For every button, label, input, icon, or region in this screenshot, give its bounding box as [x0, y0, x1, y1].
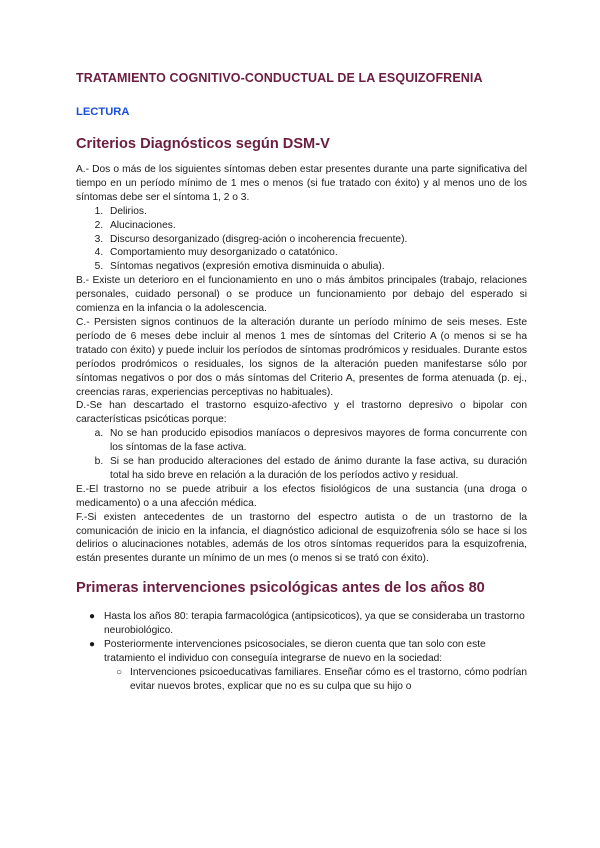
section-heading-criterios: Criterios Diagnósticos según DSM-V — [76, 136, 330, 152]
document-body — [76, 163, 527, 694]
list-item: 5. Síntomas negativos (expresión emotiva disminuida o abulia). — [106, 260, 527, 274]
criterion-b: B.- Existe un deterioro en el funcionamiento en uno o más ámbitos principales (trabajo, relaciones personales, cuidado personal) o se produce un funcionamiento por debajo del esperado si comienza en la infancia o la adolescencia. — [76, 275, 527, 315]
list-item: b. Si se han producido alteraciones del estado de ánimo durante la fase activa, su duración total ha sido breve en relación a la duración de los períodos activo y residual. — [106, 455, 527, 483]
list-item: a. No se han producido episodios maníacos o depresivos mayores de forma concurrente con los síntomas de la fase activa. — [106, 427, 527, 455]
sub-list-item — [116, 666, 527, 694]
document-title: TRATAMIENTO COGNITIVO-CONDUCTUAL DE LA ESQUIZOFRENIA — [76, 71, 483, 85]
list-item: 2. Alucinaciones. — [106, 219, 527, 233]
list-item: 1. Delirios. — [106, 205, 527, 219]
list-item — [89, 610, 527, 638]
criterion-f: F.-Si existen antecedentes de un trastorno del espectro autista o de un trastorno de la comunicación de inicio en la infancia, el diagnóstico adicional de esquizofrenia sólo se hace si los delirios o alucinaciones notables, además de los otros síntomas requeridos para la esquizofrenia, están presentes durante un mínimo de un mes (o menos si se trató con éxito). — [76, 511, 527, 565]
document-subtitle: LECTURA — [76, 106, 130, 118]
criterion-d-list — [76, 427, 527, 483]
interventions-list — [76, 610, 527, 693]
bullet-icon: ● — [89, 611, 96, 623]
bullet-text: Hasta los años 80: terapia farmacológica (antipsicoticos), ya que se consideraba un trastorno neurobiológico. — [104, 611, 525, 637]
criterion-a-intro: A.- Dos o más de los siguientes síntomas deben estar presentes durante una parte significativa del tiempo en un período mínimo de 1 mes o menos (si fue tratado con éxito) y al menos uno de los síntomas debe ser el síntoma 1, 2 o 3. — [76, 164, 527, 203]
criterion-c: C.- Persisten signos continuos de la alteración durante un período mínimo de seis meses. Este período de 6 meses debe incluir al menos 1 mes de síntomas del Criterio A (o menos si se ha tratado con éxito) y puede incluir los períodos de síntomas prodrómicos y residuales. Durante estos períodos prodrómicos o residuales, los signos de la alteración pueden manifestarse sólo por síntomas negativos o por dos o más síntomas del Criterio A, presentes de forma atenuada (p. ej., creencias raras, experiencias perceptivas no habituales). — [76, 316, 527, 398]
section-heading-intervenciones: Primeras intervenciones psicológicas antes de los años 80 — [76, 580, 485, 597]
sub-bullet-text: Intervenciones psicoeducativas familiares. Enseñar cómo es el trastorno, cómo podrían evitar nuevos brotes, explicar que no es su culpa que su hijo o — [130, 666, 527, 692]
sub-list — [104, 666, 527, 694]
list-item: 4. Comportamiento muy desorganizado o catatónico. — [106, 246, 527, 260]
hollow-bullet-icon: ○ — [116, 666, 123, 678]
bullet-text: Posteriormente intervenciones psicosociales, se dieron cuenta que tan solo con este tratamiento el individuo con conseguía integrarse de nuevo en la sociedad: — [104, 639, 486, 664]
criterion-d-intro: D.-Se han descartado el trastorno esquizo-afectivo y el trastorno depresivo o bipolar con características psicóticas porque: — [76, 400, 527, 426]
list-item: 3. Discurso desorganizado (disgreg-ación o incoherencia frecuente). — [106, 233, 527, 247]
criterion-e: E.-El trastorno no se puede atribuir a los efectos fisiológicos de una sustancia (una droga o medicamento) o a una afección médica. — [76, 483, 527, 509]
bullet-icon: ● — [89, 639, 96, 650]
criterion-a-list — [76, 205, 527, 275]
list-item — [89, 638, 527, 694]
